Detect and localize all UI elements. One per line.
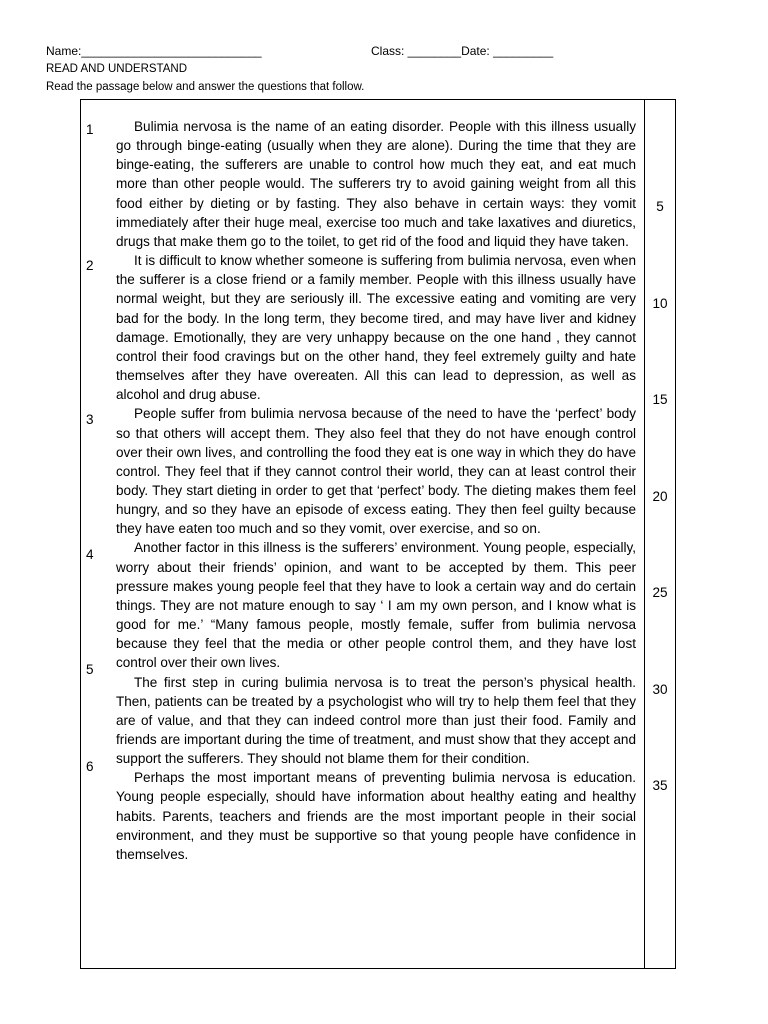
name-field-label: Name:___________________________	[46, 44, 262, 58]
passage-paragraph: Another factor in this illness is the sufferers’ environment. Young people, especially, worry about their friends’ opinion, and want to be accepted by them. This peer pressure makes young people feel that they have to look a certain way and do certain things. They are not mature enough to say ‘ I am my own person, and I know what is good for me.’ “Many famous people, mostly female, suffer from bulimia nervosa because they feel that the media or other people control them, and they have lost control over their own lives.	[116, 540, 636, 671]
passage-paragraph: It is difficult to know whether someone is suffering from bulimia nervosa, even when the sufferer is a close friend or a family member. People with this illness usually have normal weight, but they are seriously ill. The excessive eating and vomiting are very bad for the body. In the long term, they become tired, and may have liver and kidney damage. Emotionally, they are very unhappy because on the one hand , they cannot control their food cravings but on the other hand, they feel extremely guilty and hate themselves after they have overeaten. All this can lead to depression, as well as alcohol and drug abuse.	[116, 253, 636, 403]
paragraph-number: 6	[86, 759, 94, 774]
paragraph-number: 2	[86, 258, 94, 273]
passage-paragraph: The first step in curing bulimia nervosa is to treat the person’s physical health. Then, patients can be treated by a psychologist who will try to help them feel that they are of value, and that they can indeed control more than just their food. Family and friends are important during the time of treatment, and must show that they accept and support the sufferers. They should not blame them for their condition.	[116, 674, 636, 767]
passage-paragraph: Bulimia nervosa is the name of an eating disorder. People with this illness usually go through binge-eating (usually when they are alone). During the time that they are binge-eating, the sufferers are unable to control how much they eat, and eat much more than other people would. The sufferers try to avoid gaining weight from all this food either by dieting or by fasting. They also behave in certain ways: they vomit immediately after their huge meal, exercise too much and take laxatives and diuretics, drugs that make them go to the toilet, to get rid of the food and liquid they have taken.	[116, 119, 636, 249]
line-number-divider	[644, 99, 645, 969]
passage-text	[116, 117, 636, 864]
instruction-text: Read the passage below and answer the questions that follow.	[46, 81, 365, 93]
paragraph-number: 3	[86, 412, 94, 427]
line-number: 10	[652, 296, 668, 311]
class-date-field-label: Class: ________Date: _________	[371, 44, 554, 58]
passage-paragraph: Perhaps the most important means of preventing bulimia nervosa is education. Young people especially, should have information about healthy eating and healthy habits. Parents, teachers and friends are the most important people in their social environment, and they must be supportive so that young people have confidence in themselves.	[116, 770, 636, 862]
passage-paragraph: People suffer from bulimia nervosa because of the need to have the ‘perfect’ body so that others will accept them. They also feel that they do not have enough control over their own lives, and controlling the food they eat is one way in which they do have control. They feel that if they cannot control their world, they can at least control their body. They start dieting in order to get that ‘perfect’ body. The dieting makes them feel hungry, and so they have an episode of excess eating. They then feel guilty because they have eaten too much and so they vomit, over exercise, and so on.	[116, 406, 636, 537]
line-number: 30	[652, 682, 668, 697]
line-number: 5	[656, 199, 664, 214]
paragraph-number: 4	[86, 547, 94, 562]
line-number: 35	[652, 778, 668, 793]
line-number: 15	[652, 392, 668, 407]
paragraph-number: 1	[86, 122, 94, 137]
section-title: READ AND UNDERSTAND	[46, 63, 187, 75]
paragraph-number: 5	[86, 662, 94, 677]
line-number: 20	[652, 489, 668, 504]
line-number: 25	[652, 585, 668, 600]
